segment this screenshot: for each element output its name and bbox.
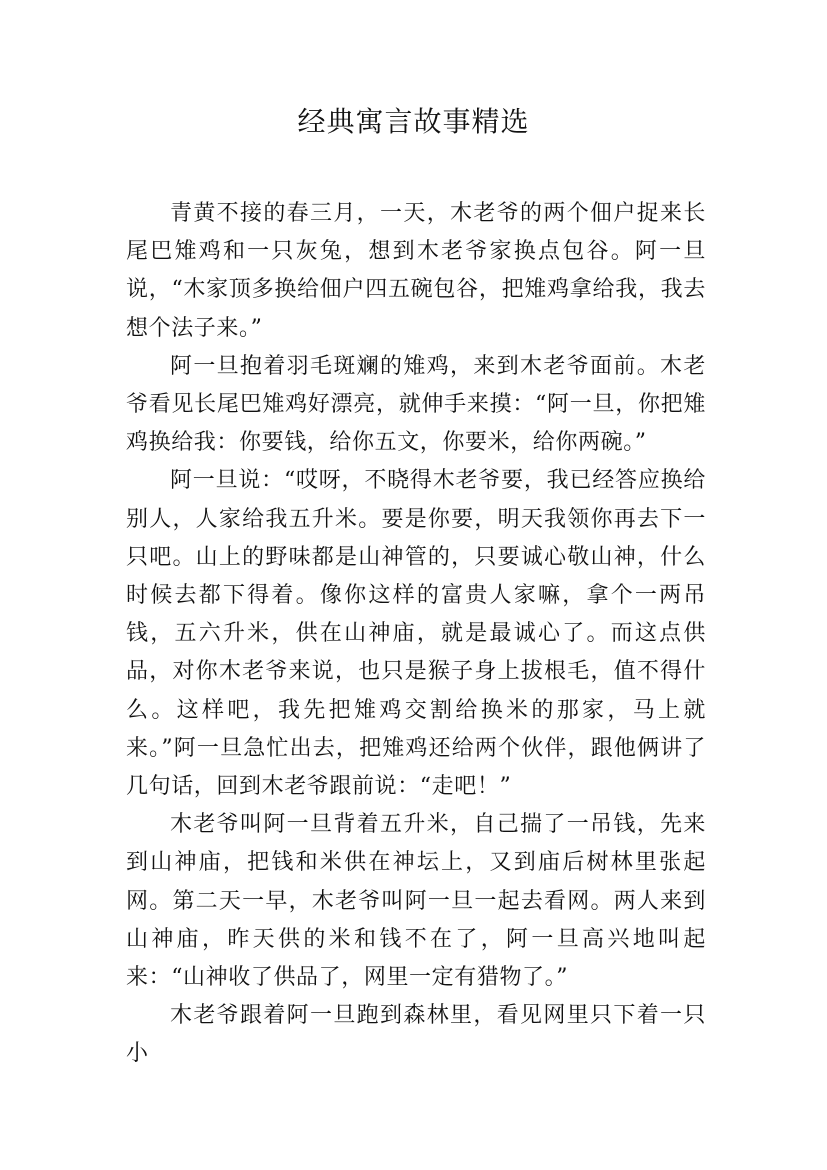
paragraph-2: 阿一旦抱着羽毛斑斓的雉鸡，来到木老爷面前。木老爷看见长尾巴雉鸡好漂亮，就伸手来摸：“阿一旦，你把雉鸡换给我：你要钱，给你五文，你要米，给你两碗。” xyxy=(126,353,706,456)
document-body xyxy=(126,195,706,1074)
paragraph-1: 青黄不接的春三月，一天，木老爷的两个佃户捉来长尾巴雉鸡和一只灰兔，想到木老爷家换点包谷。阿一旦说，“木家顶多换给佃户四五碗包谷，把雉鸡拿给我，我去想个法子来。” xyxy=(126,201,706,341)
document-title: 经典寓言故事精选 xyxy=(297,105,530,138)
paragraph-3: 阿一旦说：“哎呀，不晓得木老爷要，我已经答应换给别人，人家给我五升米。要是你要，明天我领你再去下一只吧。山上的野味都是山神管的，只要诚心敬山神，什么时候去都下得着。像你这样的富贵人家嘛，拿个一两吊钱，五六升米，供在山神庙，就是最诚心了。而这点供品，对你木老爷来说，也只是猴子身上拔根毛，值不得什么。这样吧，我先把雉鸡交割给换米的那家，马上就来。”阿一旦急忙出去，把雉鸡还给两个伙伴，跟他俩讲了几句话，回到木老爷跟前说：“走吧！” xyxy=(126,468,706,800)
paragraph-5: 木老爷跟着阿一旦跑到森林里，看见网里只下着一只小 xyxy=(126,1003,706,1067)
paragraph-4: 木老爷叫阿一旦背着五升米，自己揣了一吊钱，先来到山神庙，把钱和米供在神坛上，又到庙后树林里张起网。第二天一早，木老爷叫阿一旦一起去看网。两人来到山神庙，昨天供的米和钱不在了，阿一旦高兴地叫起来：“山神收了供品了，网里一定有猎物了。” xyxy=(126,812,706,991)
